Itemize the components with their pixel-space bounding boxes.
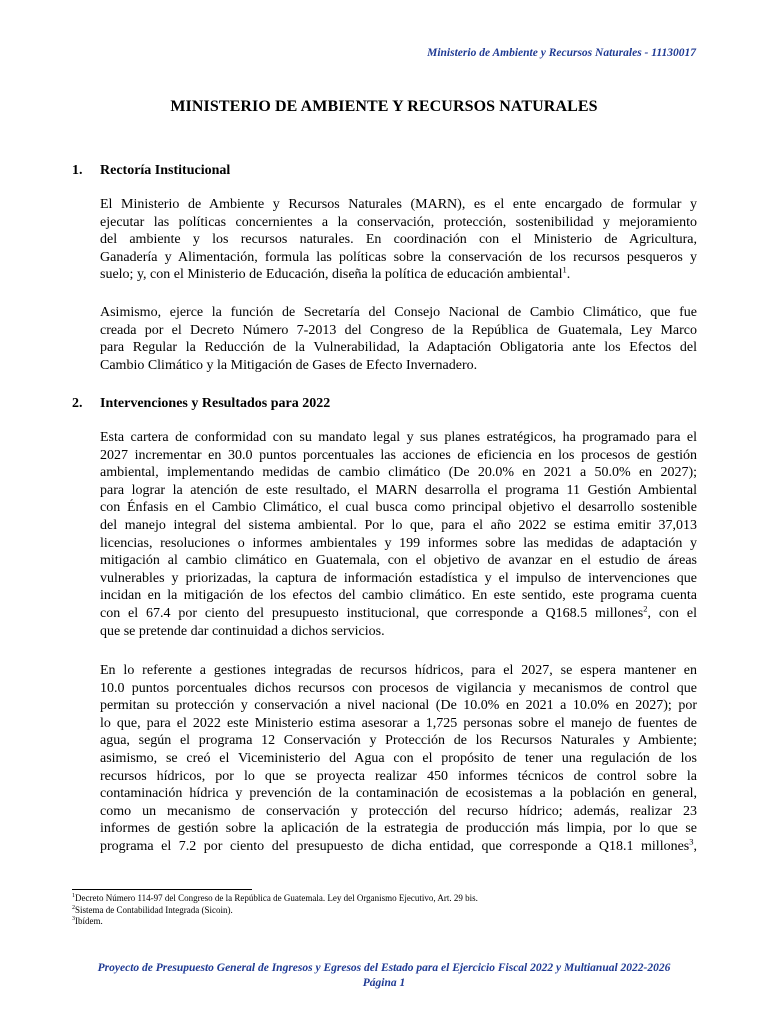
- footnote-item: $^3$Ibídem.: [72, 916, 103, 927]
- section-number: 1.: [72, 163, 83, 178]
- footnote-ref: 1: [562, 266, 567, 275]
- footnote-ref: 3: [689, 837, 694, 847]
- paragraph-intervenciones-2: En lo referente a gestiones integradas de recursos hídricos, para el 2027, se espera mantener en 10.0 puntos porcentuales dichos recursos con procesos de vigilancia y mecanismos de control que permitan su protección y conservación a nivel nacional (De 10.0% en 2021 a 10.0% en 2027); por lo que, para el 2022 este Ministerio estima asesorar a 1,725 personas sobre el manejo de fuentes de agua, según el programa 12 Conservación y Protección de los Recursos Naturales y Ambiente; asimismo, se creó el Viceministerio del Agua con el propósito de tener una regulación de los recursos hídricos, por lo que se proyecta realizar 450 informes técnicos de control sobre la contaminación hídrica y prevención de la contaminación de ecosistemas a la población en general, como un mecanismo de conservación y protección del recurso hídrico; además, realizar 23 informes de gestión sobre la aplicación de la estrategia de producción más limpia, por lo que se programa el 7.2 por ciento del presupuesto de dicha entidad, que corresponde a Q18.1 millones$^3$,: [100, 663, 697, 854]
- running-header: Ministerio de Ambiente y Recursos Naturales - 11130017: [427, 47, 696, 59]
- paragraph-rectoria-2: Asimismo, ejerce la función de Secretaría del Consejo Nacional de Cambio Climático, que fue creada por el Decreto Número 7-2013 del Congreso de la República de Guatemala, Ley Marco para Regular la Reducción de la Vulnerabilidad, la Adaptación Obligatoria ante los Efectos del Cambio Climático y la Mitigación de Gases de Efecto Invernadero.: [100, 305, 697, 373]
- section-number: 2.: [72, 396, 83, 411]
- section-title: Intervenciones y Resultados para 2022: [100, 396, 331, 411]
- page-number: Página 1: [362, 977, 406, 989]
- footnote-divider: [72, 889, 252, 890]
- section-title: Rectoría Institucional: [100, 163, 231, 178]
- paragraph-intervenciones-1: Esta cartera de conformidad con su mandato legal y sus planes estratégicos, ha programado para el 2027 incrementar en 30.0 puntos porcentuales las acciones de eficiencia en los procesos de gestión ambiental, implementando medidas de cambio climático (De 20.0% en 2021 a 50.0% en 2027); para lograr la atención de este resultado, el MARN desarrolla el programa 11 Gestión Ambiental con Énfasis en el Cambio Climático, el cual busca como principal objetivo el desarrollo sostenible del manejo integral del sistema ambiental. Por lo que, para el año 2022 se estima emitir 37,013 licencias, resoluciones o informes ambientales y 199 informes sobre las medidas de adaptación y mitigación al cambio climático en Guatemala, con el objetivo de avanzar en el estudio de áreas vulnerables y priorizadas, la captura de información estadística y el impulso de intervenciones que incidan en la mitigación de los efectos del cambio climático. En este sentido, este programa cuenta con el 67.4 por ciento del presupuesto institucional, que corresponde a Q168.5 millones$^2$, con el que se pretende dar continuidad a dichos servicios.: [100, 430, 697, 639]
- footnote-item: $^2$Sistema de Contabilidad Integrada (Sicoin).: [72, 904, 233, 915]
- footnotes: [72, 893, 478, 928]
- footnote-ref: 2: [643, 604, 648, 614]
- page-footer: [0, 961, 768, 991]
- page-title: MINISTERIO DE AMBIENTE Y RECURSOS NATURALES: [170, 98, 598, 115]
- footnote-item: $^1$Decreto Número 114-97 del Congreso de la República de Guatemala. Ley del Organismo Ejecutivo, Art. 29 bis.: [72, 893, 478, 903]
- section-heading-1: [72, 163, 230, 179]
- paragraph-rectoria-1: El Ministerio de Ambiente y Recursos Naturales (MARN), es el ente encargado de formular y ejecutar las políticas concernientes a la conservación, protección, sostenibilidad y mejoramiento del ambiente y los recursos naturales. En coordinación con el Ministerio de Agricultura, Ganadería y Alimentación, formula las políticas sobre la conservación de los recursos pesqueros y suelo; y, con el Ministerio de Educación, diseña la política de educación ambiental$^1$.: [100, 197, 697, 283]
- footer-title: Proyecto de Presupuesto General de Ingresos y Egresos del Estado para el Ejercicio Fiscal 2022 y Multianual 2022-2026: [97, 962, 671, 974]
- section-heading-2: [72, 396, 330, 412]
